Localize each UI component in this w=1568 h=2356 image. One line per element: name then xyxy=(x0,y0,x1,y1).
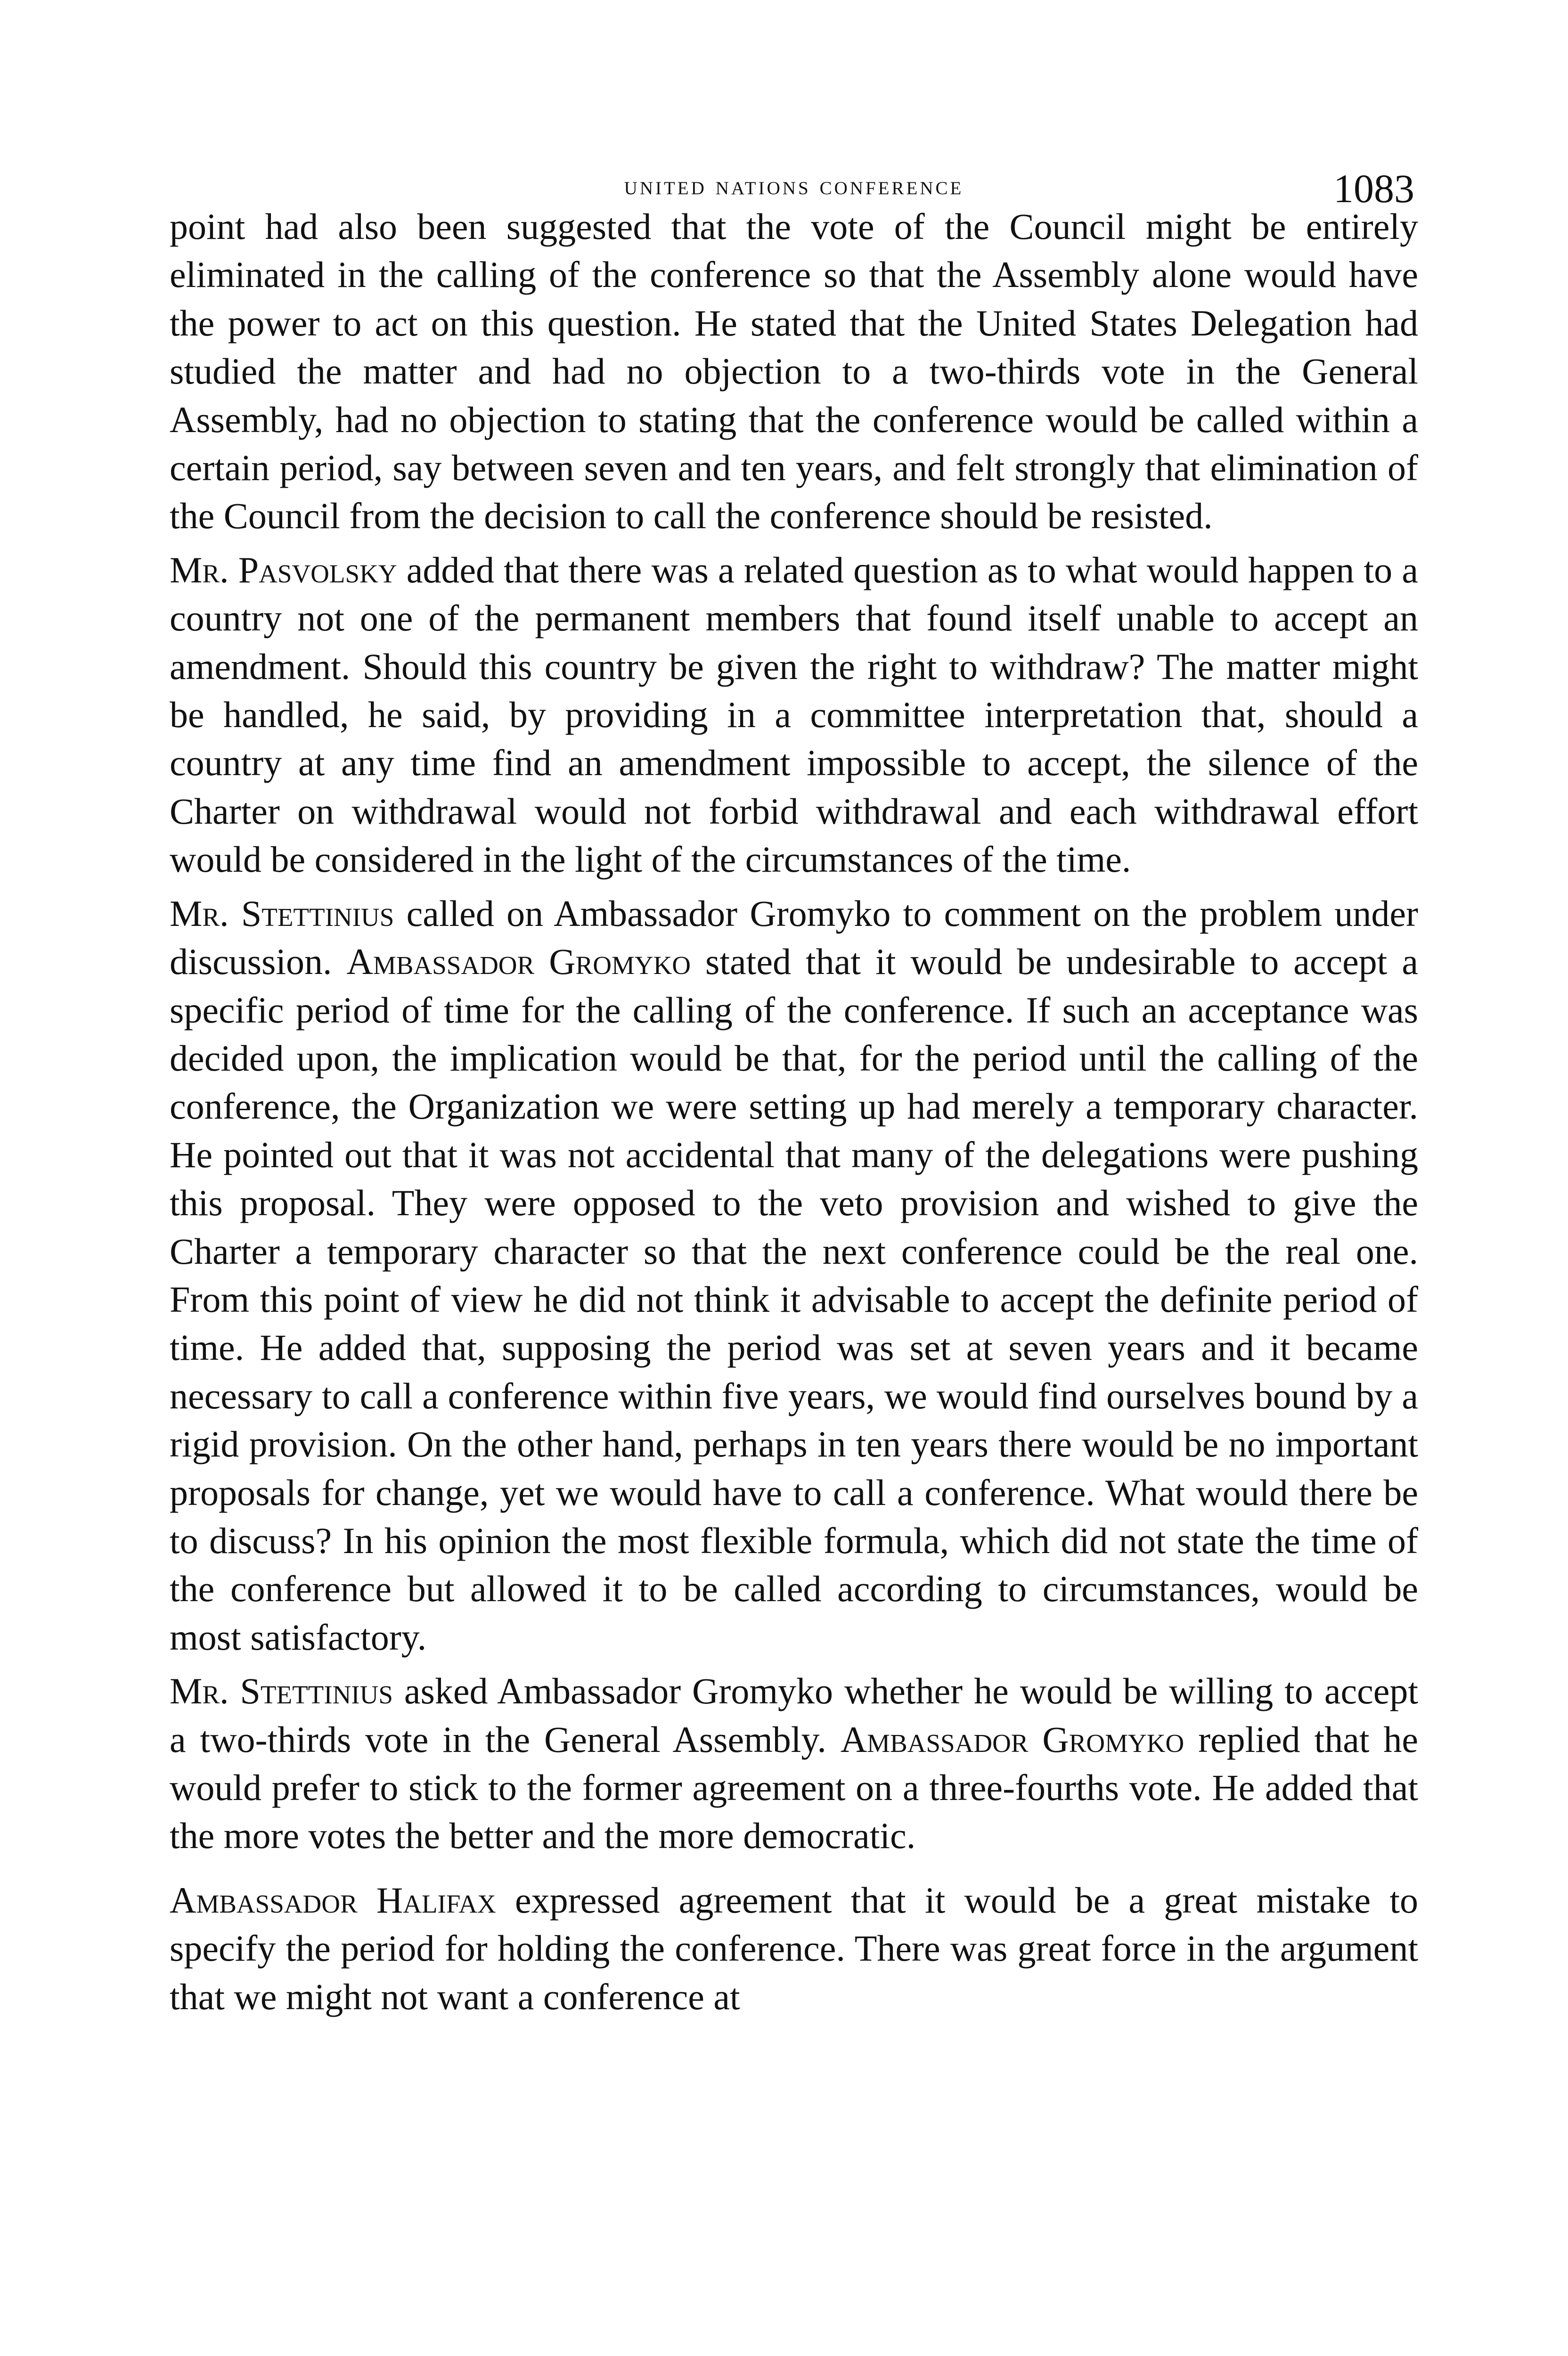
paragraph-stettinius-gromyko xyxy=(170,890,1418,1662)
speaker-name: Mr. Stettinius xyxy=(170,1670,393,1712)
paragraph-text: expressed agreement that it would be a great mistake to specify the period for holding the conference. There was great force in the argument that we might not want a conference at xyxy=(170,1879,1418,2017)
running-header xyxy=(170,141,1418,211)
document-page xyxy=(170,141,1418,2021)
body-text xyxy=(170,203,1418,2021)
speaker-name: Mr. Stettinius xyxy=(170,892,394,934)
speaker-name: Ambassador Gromyko xyxy=(346,941,691,982)
paragraph-text: replied that he would prefer to stick to the former agreement on a three-fourths vote. He added that the more votes the better and the more democratic. xyxy=(170,1718,1419,1857)
paragraph-text: point had also been suggested that the vote of the Council might be entirely eliminated in the calling of the conference so that the Assembly alone would have the power to act on this question. He stated that the United States Delegation had studied the matter and had no objection to a two-thirds vote in the General Assembly, had no objection to stating that the conference would be called within a certain period, say between seven and ten years, and felt strongly that elimination of the Council from the decision to call the conference should be resisted. xyxy=(170,206,1418,537)
paragraph-text: called on Ambassador Gromyko to comment on the problem under discussion. xyxy=(170,892,1418,982)
speaker-name: Ambassador Gromyko xyxy=(840,1718,1184,1760)
paragraph-halifax xyxy=(170,1876,1418,2021)
paragraph-stettinius-vote xyxy=(170,1667,1418,1860)
page-number: 1083 xyxy=(1333,166,1414,211)
speaker-name: Ambassador Halifax xyxy=(170,1879,496,1921)
running-title: united nations conference xyxy=(624,171,964,200)
paragraph-pasvolsky xyxy=(170,546,1418,884)
paragraph-text: added that there was a related question as to what would happen to a country not one of the permanent members that found itself unable to accept an amendment. Should this country be given the right to withdraw? The matter might be handled, he said, by providing in a committee interpretation that, should a country at any time find an amendment impossible to accept, the silence of the Charter on withdrawal would not forbid withdrawal and each withdrawal effort would be considered in the light of the circumstances of the time. xyxy=(170,549,1418,880)
paragraph-text: stated that it would be undesirable to accept a specific period of time for the calling of the conference. If such an acceptance was decided upon, the implication would be that, for the period until the calling of the conference, the Organization we were setting up had merely a temporary character. He pointed out that it was not accidental that many of the delegations were pushing this proposal. They were opposed to the veto provision and wished to give the Charter a temporary character so that the next conference could be the real one. From this point of view he did not think it advisable to accept the definite period of time. He added that, supposing the period was set at seven years and it became necessary to call a conference within five years, we would find ourselves bound by a rigid provision. On the other hand, perhaps in ten years there would be no important proposals for change, yet we would have to call a conference. What would there be to discuss? In his opinion the most flexible formula, which did not state the time of the conference but allowed it to be called according to circumstances, would be most satisfactory. xyxy=(170,941,1418,1658)
paragraph-continuation xyxy=(170,203,1418,540)
paragraph-text: asked Ambassador Gromyko whether he would be willing to accept a two-thirds vote in the General Assembly. xyxy=(170,1670,1418,1760)
speaker-name: Mr. Pasvolsky xyxy=(170,549,397,590)
